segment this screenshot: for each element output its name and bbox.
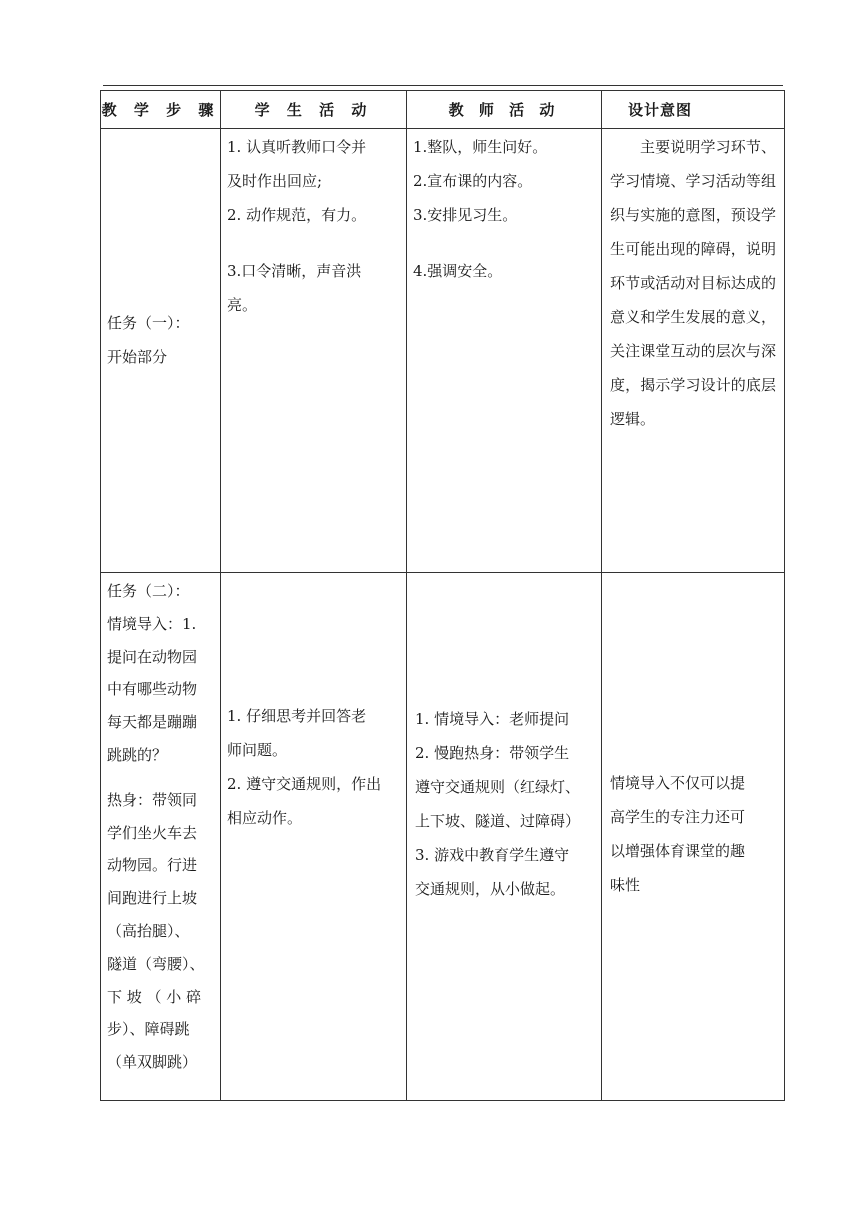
task2-teacher-line: 上下坡、隧道、过障碍） — [415, 812, 581, 830]
task1-teacher-line: 4.强调安全。 — [413, 262, 503, 280]
table-row — [101, 129, 785, 573]
task2-step-line: （单双脚跳） — [107, 1053, 198, 1072]
task2-intent-line: 高学生的专注力还可 — [610, 808, 746, 826]
task2-step-line: 学们坐火车去 — [107, 823, 198, 842]
task1-step-line: 开始部分 — [107, 348, 168, 366]
task2-step-line: 步）、障碍跳 — [107, 1020, 190, 1039]
task1-teacher-line: 2.宣布课的内容。 — [413, 172, 533, 190]
task1-intent-text: 主要说明学习环节、学习情境、学习活动等组织与实施的意图，预设学生可能出现的障碍，说明环节或活动对目标达成的意义和学生发展的意义，关注课堂互动的层次与深度，揭示学习设计的底层逻辑。 — [610, 138, 776, 428]
task2-step-line: （高抬腿）、 — [107, 921, 190, 940]
task1-teacher-line: 3.安排见习生。 — [413, 206, 518, 224]
task2-student-cell — [221, 573, 407, 1101]
task2-intent-line: 味性 — [610, 876, 641, 894]
task1-student-line: 亮。 — [227, 296, 258, 314]
task1-student-line: 及时作出回应; — [227, 172, 323, 190]
task1-student-line: 3.口令清晰，声音洪 — [227, 262, 362, 280]
header-teaching-steps: 教 学 步 骤 — [101, 91, 221, 129]
header-row — [101, 91, 785, 129]
task2-teacher-line: 2. 慢跑热身：带领学生 — [415, 744, 570, 762]
task1-intent-cell — [602, 129, 785, 573]
task2-step-line: 动物园。行进 — [107, 856, 198, 875]
task1-student-line: 1. 认真听教师口令并 — [227, 138, 367, 156]
task1-step-cell — [101, 129, 221, 573]
task2-intent-cell — [602, 573, 785, 1101]
task2-teacher-line: 3. 游戏中教育学生遵守 — [415, 846, 570, 864]
header-design-intent: 设计意图 — [602, 91, 785, 129]
task2-student-line: 相应动作。 — [227, 809, 303, 827]
task2-step-line: 提问在动物园 — [107, 647, 198, 666]
task2-step-line: 每天都是蹦蹦 — [107, 713, 198, 732]
task2-step-line: 中有哪些动物 — [107, 680, 198, 699]
task2-teacher-line: 遵守交通规则（红绿灯、 — [415, 778, 581, 796]
header-student-activities: 学 生 活 动 — [221, 91, 407, 129]
task2-student-line: 师问题。 — [227, 741, 288, 759]
task1-student-line: 2. 动作规范，有力。 — [227, 206, 367, 224]
task2-step-cell — [101, 573, 221, 1101]
task2-step-line: 下 坡 （ 小 碎 — [107, 987, 202, 1006]
task2-intent-line: 以增强体育课堂的趣 — [610, 842, 746, 860]
header-rule — [103, 85, 783, 86]
task2-student-line: 2. 遵守交通规则，作出 — [227, 775, 382, 793]
task2-teacher-line: 1. 情境导入：老师提问 — [415, 710, 570, 728]
task2-step-line: 任务（二）： — [107, 582, 190, 600]
task2-teacher-line: 交通规则，从小做起。 — [415, 880, 566, 898]
task1-student-cell — [221, 129, 407, 573]
task2-step-line: 跳跳的？ — [107, 745, 168, 764]
task1-teacher-line: 1.整队，师生问好。 — [413, 138, 548, 156]
task2-teacher-cell — [407, 573, 602, 1101]
task2-student-line: 1. 仔细思考并回答老 — [227, 707, 367, 725]
header-teacher-activities: 教 师 活 动 — [407, 91, 602, 129]
task1-step-line: 任务（一）： — [107, 314, 190, 332]
task2-step-line: 热身：带领同 — [107, 790, 198, 809]
task2-step-line: 隧道（弯腰）、 — [107, 954, 205, 973]
task2-step-line: 情境导入：1. — [107, 614, 197, 633]
task2-intent-line: 情境导入不仅可以提 — [610, 774, 746, 792]
table-row — [101, 573, 785, 1101]
task1-teacher-cell — [407, 129, 602, 573]
lesson-plan-table — [100, 90, 785, 1101]
task2-step-line: 间跑进行上坡 — [107, 889, 198, 908]
